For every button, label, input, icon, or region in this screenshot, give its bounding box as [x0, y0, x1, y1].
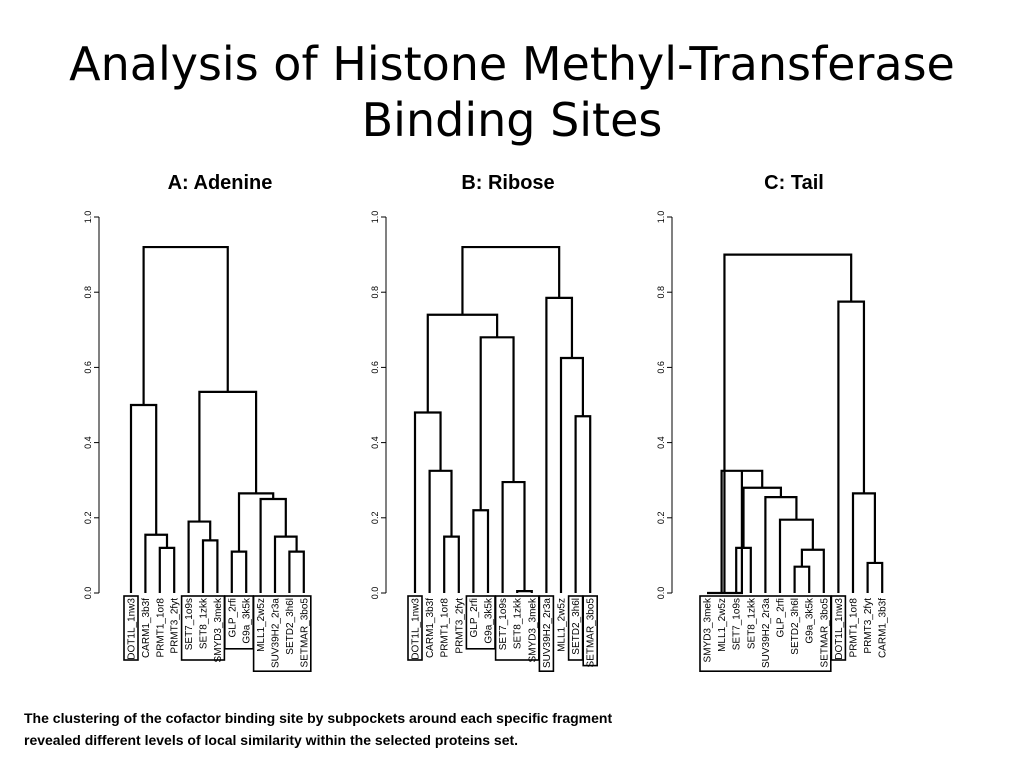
- dendrogram-link: [144, 247, 228, 405]
- leaf-label: G9a_3k5k: [241, 598, 253, 644]
- leaf-label: SMYD3_3mek: [527, 598, 539, 663]
- dendrogram-link: [415, 413, 441, 593]
- leaf-label: PRMT3_2fyt: [169, 598, 181, 654]
- leaf-label: SETMAR_3bo5: [819, 598, 831, 668]
- dendrogram-link: [481, 337, 514, 510]
- y-tick-label: 0.6: [656, 361, 666, 374]
- leaf-label: SETD2_3h6l: [284, 598, 296, 655]
- dendrogram-link: [503, 482, 525, 593]
- leaf-label: PRMT3_2fyt: [863, 598, 875, 654]
- dendrogram-link: [232, 552, 246, 593]
- leaf-label: SETMAR_3bo5: [299, 598, 311, 668]
- leaf-label: SET8_1zkk: [746, 598, 758, 650]
- dendrogram-link: [853, 493, 875, 593]
- leaf-label: DOT1L_1nw3: [126, 598, 138, 660]
- dendrogram-panel-1: [83, 172, 311, 671]
- dendrogram-link: [736, 548, 751, 593]
- leaf-label: SET7_1o9s: [184, 598, 196, 651]
- dendrogram-link: [868, 563, 883, 593]
- y-tick-label: 1.0: [83, 210, 93, 224]
- leaf-label: SET8_1zkk: [198, 598, 210, 650]
- leaf-label: MLL1_2w5z: [256, 598, 268, 652]
- dendrogram-panel-2: [370, 172, 597, 671]
- leaf-label: DOT1L_1nw3: [410, 598, 422, 660]
- y-tick-label: 0.8: [83, 285, 93, 299]
- leaf-label: SETMAR_3bo5: [585, 598, 597, 668]
- dendrogram-link: [145, 535, 167, 593]
- y-tick-label: 0.4: [370, 436, 380, 449]
- dendrogram-link: [199, 392, 256, 522]
- y-tick-label: 0.2: [656, 511, 666, 525]
- y-tick-label: 0.8: [370, 285, 380, 299]
- dendrogram-link: [838, 302, 864, 593]
- dendrogram-link: [576, 416, 591, 593]
- dendrogram-link: [802, 550, 824, 593]
- leaf-label: SETD2_3h6l: [571, 598, 583, 655]
- y-tick-label: 1.0: [656, 210, 666, 224]
- dendrogram-link: [261, 499, 286, 593]
- leaf-label: PRMT1_1or8: [155, 598, 167, 658]
- dendrogram-link: [795, 567, 810, 593]
- dendrogram-link: [517, 591, 532, 593]
- leaf-label: CARM1_3b3f: [140, 598, 152, 659]
- panel-title: C: Tail: [764, 172, 824, 194]
- dendrogram-link: [430, 471, 452, 593]
- y-tick-label: 0.2: [83, 511, 93, 525]
- dendrogram-link: [428, 315, 497, 413]
- leaf-label: GLP_2rfi: [227, 598, 239, 638]
- leaf-label: SETD2_3h6l: [790, 598, 802, 655]
- y-tick-label: 0.6: [83, 361, 93, 374]
- leaf-label: SMYD3_3mek: [212, 598, 224, 663]
- dendrogram-link: [131, 405, 156, 593]
- caption-line-1: The clustering of the cofactor binding site by subpockets around each specific fragment: [24, 710, 613, 726]
- caption: [24, 707, 784, 751]
- leaf-label: GLP_2rfi: [775, 598, 787, 638]
- dendrogram-link: [275, 537, 297, 593]
- dendrogram-link: [561, 358, 583, 593]
- leaf-label: SET7_1o9s: [498, 598, 510, 651]
- y-tick-label: 0.4: [656, 436, 666, 449]
- leaf-label: SET7_1o9s: [731, 598, 743, 651]
- dendrogram-link: [203, 540, 217, 593]
- dendrogram-link: [289, 552, 303, 593]
- leaf-label: CARM1_3b3f: [425, 598, 437, 659]
- panel-title: A: Adenine: [167, 172, 273, 194]
- y-tick-label: 1.0: [370, 210, 380, 224]
- dendrogram-link: [189, 522, 211, 593]
- y-tick-label: 0.8: [656, 285, 666, 299]
- leaf-label: G9a_3k5k: [804, 598, 816, 644]
- caption-line-2: revealed different levels of local similarity within the selected proteins set.: [24, 732, 519, 748]
- dendrogram-link: [239, 493, 273, 551]
- leaf-label: MLL1_2w5z: [717, 598, 729, 652]
- leaf-label: SET8_1zkk: [512, 598, 524, 650]
- dendrogram-link: [546, 298, 572, 593]
- panel-title: B: Ribose: [461, 172, 555, 194]
- dendrogram-panel-3: [656, 172, 889, 671]
- leaf-label: SMYD3_3mek: [702, 598, 714, 663]
- y-tick-label: 0.4: [83, 436, 93, 449]
- dendrogram-link: [462, 247, 559, 315]
- leaf-label: GLP_2rfi: [468, 598, 480, 638]
- y-tick-label: 0.0: [370, 586, 380, 600]
- y-tick-label: 0.2: [370, 511, 380, 525]
- slide-title-line-1: Analysis of Histone Methyl-Transferase: [69, 37, 955, 91]
- leaf-label: SUV39H2_2r3a: [760, 598, 772, 669]
- leaf-label: DOT1L_1nw3: [833, 598, 845, 660]
- leaf-label: SUV39H2_2r3a: [270, 598, 282, 669]
- leaf-label: MLL1_2w5z: [556, 598, 568, 652]
- dendrogram-link: [160, 548, 174, 593]
- dendrogram-link: [444, 537, 459, 593]
- dendrogram-link: [780, 520, 813, 593]
- leaf-label: SUV39H2_2r3a: [541, 598, 553, 669]
- leaf-label: PRMT3_2fyt: [454, 598, 466, 654]
- dendrogram-link: [473, 510, 488, 593]
- y-tick-label: 0.0: [83, 586, 93, 600]
- y-tick-label: 0.6: [370, 361, 380, 374]
- leaf-label: PRMT1_1or8: [439, 598, 451, 658]
- leaf-label: G9a_3k5k: [483, 598, 495, 644]
- y-tick-label: 0.0: [656, 586, 666, 600]
- leaf-label: PRMT1_1or8: [848, 598, 860, 658]
- leaf-label: CARM1_3b3f: [877, 598, 889, 659]
- slide-title-line-2: Binding Sites: [361, 93, 663, 147]
